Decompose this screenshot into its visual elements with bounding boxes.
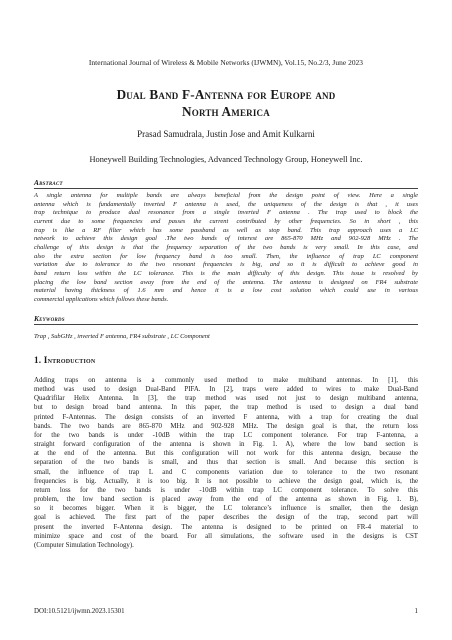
page-number: 1 [414, 608, 418, 615]
introduction-line: for the two bands is under -10dB within the trap LC component tolerance. For trap F-antenna, a [34, 431, 418, 439]
introduction-line: small, the influence of trap L and C components variation due to tolerance to the two resonant [34, 468, 418, 476]
introduction-line: frequencies is big. Actually, it is too big. It is not possible to achieve the design goal, which is, the [34, 477, 418, 485]
introduction-line: present the inverted F-Antenna design. The antenna is designed to be printed on FR-4 material to [34, 523, 418, 531]
introduction-heading-text: 1. Introduction [34, 355, 96, 365]
paper-title-line-2: North America [182, 104, 270, 119]
introduction-line: separation of the two bands is small, and thus that section is small. And because this section is [34, 459, 418, 467]
introduction-line: printed F-Antennas. The design consists of an inverted F antenna, with a trap for creating the dual [34, 413, 418, 421]
abstract-line: commercial applications which follows these bands. [34, 295, 169, 303]
introduction-line: but to design broad band antenna. In this paper, the trap method is used to design a dual band [34, 404, 418, 412]
introduction-line: Quadrifilar Helix Antenna. In [3], the trap method was used not just to design multiband antenna, [34, 395, 418, 403]
running-header: International Journal of Wireless & Mobile Networks (IJWMN), Vol.15, No.2/3, June 2023 [88, 58, 364, 67]
keywords-top-rule [34, 324, 418, 325]
abstract-line: variation due to tolerance to the two resonant frequencies is big, and so it is difficult to achieve good in [34, 261, 418, 269]
paper-title [40, 86, 412, 120]
keywords-list: Trap , SubGHz , inverted F antenna, FR4 substrate , LC Component [34, 333, 210, 340]
abstract-line: band return loss within the LC tolerance. This is the main difficulty of this design. This issue is resolved by [34, 269, 418, 277]
abstract-top-rule [34, 188, 418, 189]
abstract-heading-text: Abstract [34, 178, 63, 187]
paper-title-line-1: Dual Band F-Antenna for Europe and [116, 87, 336, 102]
abstract-line: trap is like a RF filter which has some passband as well as stop band. This trap approach uses a LC [34, 226, 418, 234]
introduction-line: at the end of the antenna. But this configuration will not work for this antenna design, because the [34, 450, 418, 458]
introduction-line: minimize space and cost of the board. For all simulations, the software used in the designs is CST [34, 532, 418, 540]
introduction-heading [34, 355, 95, 365]
introduction-body [34, 376, 418, 550]
introduction-line: straight forward configuration of the antenna is shown in Fig. 1. A), where the low band section is [34, 441, 418, 449]
introduction-line: method was used to design Dual-Band PIFA. In [2], traps were added to wires to make Dual-Band [34, 386, 418, 394]
introduction-line: bands. The two bands are 865-870 MHz and 902-928 MHz. The design goal is that, the return loss [34, 422, 418, 430]
abstract-line: challenge of this design is that the frequency separation of the two bands is very small. In this case, and [34, 243, 418, 251]
introduction-line: return loss for the two bands is under -10dB within trap LC component tolerance. To solve this [34, 486, 418, 494]
abstract-body [34, 192, 418, 305]
introduction-line: (Computer Simulation Technology). [34, 541, 134, 549]
abstract-line: material having thickness of 1.6 mm and hence it is a low cost solution which could use in various [34, 287, 418, 295]
abstract-line: antenna which is fundamentally inverted F antenna is used, the uniqueness of the design is that , it uses [34, 200, 418, 208]
keywords-heading-text: Keywords [34, 314, 65, 323]
affiliation: Honeywell Building Technologies, Advanced Technology Group, Honeywell Inc. [89, 155, 363, 164]
abstract-line: also the extra section for low frequency band is too small. Then, the influence of trap LC component [34, 252, 418, 260]
introduction-line: problem, the low band section is placed away from the end of the antenna as shown in Fig. 1. B), [34, 496, 418, 504]
abstract-line: placing the low band section away from the end of the antenna. The antenna is designed on FR4 substrate [34, 278, 418, 286]
introduction-line: Adding traps on antenna is a commonly used method to make multiband antennas. In [1], this [34, 377, 418, 384]
introduction-line: goal is achieved. The first part of the paper describes the design of the trap, second part will [34, 514, 418, 522]
abstract-heading [34, 178, 63, 187]
abstract-line: trap technique to produce dual resonance from a single inverted F antenna . The trap used to block the [34, 209, 418, 217]
introduction-line: so it becomes bigger. When it is bigger, the LC tolerance’s influence is smaller, then the design [34, 505, 418, 513]
abstract-line: current due to some frequencies and passes the current contributed by other frequencies. So in short , this [34, 217, 418, 225]
footer-doi: DOI:10.5121/ijwmn.2023.15301 [34, 608, 125, 615]
abstract-line: network to achieve this design goal .The two bands of interest are 865-870 MHz and 902-928 MHz . The [34, 235, 418, 243]
abstract-line: A single antenna for multiple bands are always beneficial from the design point of view. Here a single [34, 192, 418, 199]
authors: Prasad Samudrala, Justin Jose and Amit Kulkarni [137, 129, 315, 139]
keywords-heading [34, 314, 65, 323]
